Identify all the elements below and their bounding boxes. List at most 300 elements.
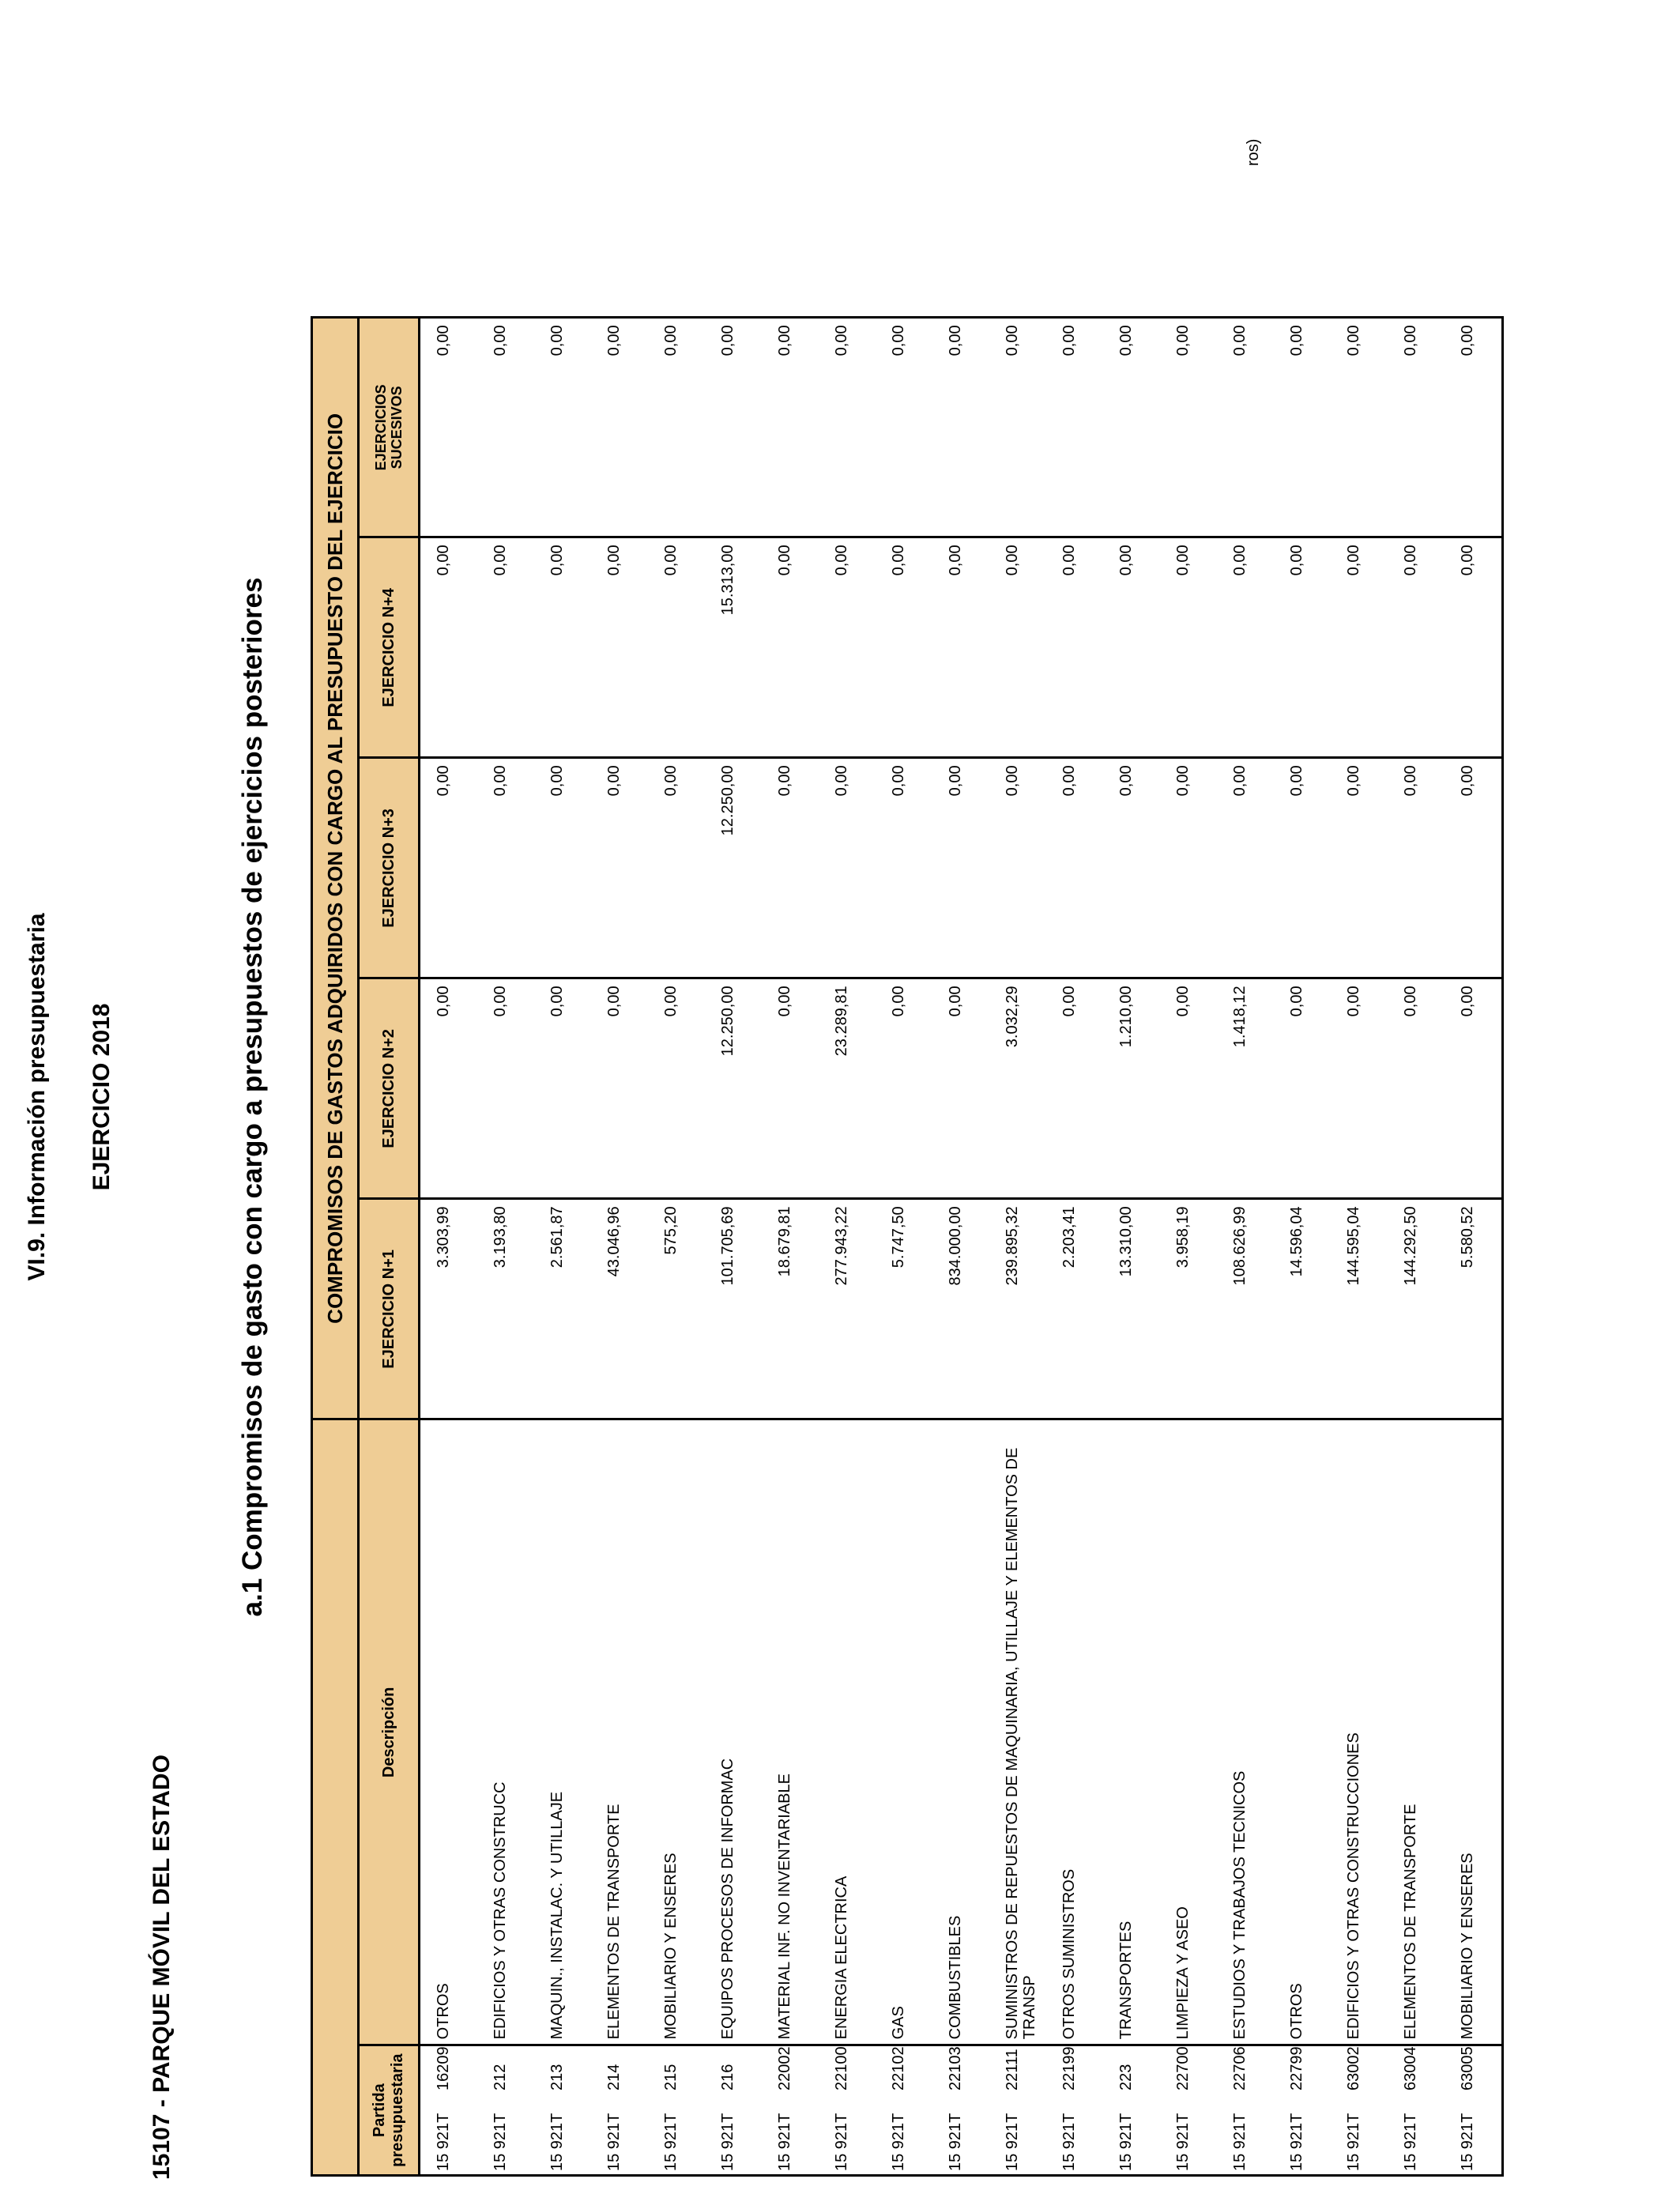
concept-code: 63002 bbox=[1345, 2046, 1362, 2090]
program-code: 15 921T bbox=[1345, 2113, 1362, 2171]
column-header-n3: EJERCICIO N+3 bbox=[359, 758, 420, 978]
concept-code: 22103 bbox=[947, 2046, 964, 2090]
description-text: GAS bbox=[890, 2006, 907, 2040]
concept-code: 22706 bbox=[1231, 2046, 1249, 2090]
partida-cell bbox=[534, 2045, 591, 2176]
table-row bbox=[1388, 318, 1445, 2176]
description-cell bbox=[420, 1419, 478, 2045]
description-cell bbox=[1046, 1419, 1103, 2045]
n1-cell bbox=[1445, 1199, 1503, 1419]
column-header-sucesivos bbox=[359, 318, 420, 537]
n4-cell bbox=[648, 537, 705, 758]
n3-value: 0,00 bbox=[435, 765, 452, 797]
table-row bbox=[1445, 318, 1503, 2176]
column-header-n4: EJERCICIO N+4 bbox=[359, 537, 420, 758]
sucesivos-value: 0,00 bbox=[1004, 325, 1021, 356]
n1-value: 101.705,69 bbox=[719, 1206, 736, 1286]
partida-cell bbox=[705, 2045, 762, 2176]
n1-cell bbox=[932, 1199, 989, 1419]
partida-cell bbox=[876, 2045, 932, 2176]
description-text: ELEMENTOS DE TRANSPORTE bbox=[1402, 1804, 1419, 2040]
sucesivos-cell bbox=[1217, 318, 1274, 537]
program-code: 15 921T bbox=[1288, 2113, 1305, 2171]
n1-value: 144.595,04 bbox=[1345, 1206, 1362, 1286]
column-header-n2: EJERCICIO N+2 bbox=[359, 978, 420, 1199]
sucesivos-value: 0,00 bbox=[776, 325, 793, 356]
n2-cell bbox=[705, 978, 762, 1199]
n4-value: 15.313,00 bbox=[719, 545, 736, 616]
concept-code: 22102 bbox=[890, 2046, 907, 2090]
n3-value: 0,00 bbox=[548, 765, 566, 797]
sucesivos-cell bbox=[648, 318, 705, 537]
sucesivos-value: 0,00 bbox=[662, 325, 680, 356]
sucesivos-cell bbox=[1388, 318, 1445, 537]
n1-value: 3.303,99 bbox=[435, 1206, 452, 1269]
n1-cell bbox=[591, 1199, 648, 1419]
n1-value: 277.943,22 bbox=[833, 1206, 850, 1286]
n2-cell bbox=[420, 978, 478, 1199]
description-text: ESTUDIOS Y TRABAJOS TECNICOS bbox=[1231, 1770, 1249, 2040]
n3-value: 0,00 bbox=[492, 765, 509, 797]
n1-value: 18.679,81 bbox=[776, 1206, 793, 1277]
sucesivos-cell bbox=[932, 318, 989, 537]
description-text: ENERGIA ELECTRICA bbox=[833, 1875, 850, 2040]
n3-value: 0,00 bbox=[1288, 765, 1305, 797]
program-code: 15 921T bbox=[833, 2113, 850, 2171]
n4-cell bbox=[705, 537, 762, 758]
partida-cell bbox=[591, 2045, 648, 2176]
n2-cell bbox=[648, 978, 705, 1199]
n2-cell bbox=[1046, 978, 1103, 1199]
n3-value: 0,00 bbox=[1117, 765, 1135, 797]
description-cell bbox=[1103, 1419, 1160, 2045]
n4-value: 0,00 bbox=[605, 545, 623, 576]
n4-value: 0,00 bbox=[492, 545, 509, 576]
n1-cell bbox=[762, 1199, 819, 1419]
n1-cell bbox=[1160, 1199, 1217, 1419]
description-cell bbox=[648, 1419, 705, 2045]
sucesivos-value: 0,00 bbox=[435, 325, 452, 356]
sucesivos-cell bbox=[1160, 318, 1217, 537]
n3-cell bbox=[1046, 758, 1103, 978]
n1-value: 13.310,00 bbox=[1117, 1206, 1135, 1277]
n2-cell bbox=[1103, 978, 1160, 1199]
n3-value: 0,00 bbox=[1060, 765, 1078, 797]
n4-value: 0,00 bbox=[833, 545, 850, 576]
n1-cell bbox=[534, 1199, 591, 1419]
n4-value: 0,00 bbox=[1060, 545, 1078, 576]
concept-code: 22111 bbox=[1004, 2049, 1021, 2090]
concept-code: 215 bbox=[662, 2064, 680, 2090]
table-row bbox=[477, 318, 534, 2176]
n4-cell bbox=[1388, 537, 1445, 758]
sucesivos-cell bbox=[1103, 318, 1160, 537]
n3-value: 0,00 bbox=[605, 765, 623, 797]
program-code: 15 921T bbox=[776, 2113, 793, 2171]
n1-value: 108.626,99 bbox=[1231, 1206, 1249, 1286]
partida-cell bbox=[420, 2045, 478, 2176]
n3-value: 0,00 bbox=[1174, 765, 1192, 797]
n3-cell bbox=[819, 758, 876, 978]
n2-cell bbox=[989, 978, 1046, 1199]
document-title: VI.9. Información presupuestaria bbox=[24, 913, 50, 1281]
partida-cell bbox=[1217, 2045, 1274, 2176]
n2-value: 0,00 bbox=[947, 986, 964, 1017]
n1-value: 43.046,96 bbox=[605, 1206, 623, 1277]
description-cell bbox=[1217, 1419, 1274, 2045]
sucesivos-value: 0,00 bbox=[1288, 325, 1305, 356]
description-cell bbox=[1388, 1419, 1445, 2045]
description-text: COMBUSTIBLES bbox=[947, 1915, 964, 2040]
n4-value: 0,00 bbox=[1117, 545, 1135, 576]
concept-code: 16209 bbox=[435, 2046, 452, 2090]
table-row bbox=[762, 318, 819, 2176]
concept-code: 216 bbox=[719, 2064, 736, 2090]
n3-cell bbox=[1331, 758, 1388, 978]
n4-value: 0,00 bbox=[947, 545, 964, 576]
n2-value: 0,00 bbox=[492, 986, 509, 1017]
n2-value: 0,00 bbox=[605, 986, 623, 1017]
n3-cell bbox=[591, 758, 648, 978]
n1-value: 3.193,80 bbox=[492, 1206, 509, 1269]
table-row bbox=[534, 318, 591, 2176]
n3-cell bbox=[705, 758, 762, 978]
n3-cell bbox=[1160, 758, 1217, 978]
description-cell bbox=[819, 1419, 876, 2045]
n2-cell bbox=[1217, 978, 1274, 1199]
concept-code: 223 bbox=[1117, 2064, 1135, 2090]
sucesivos-value: 0,00 bbox=[1117, 325, 1135, 356]
sucesivos-value: 0,00 bbox=[492, 325, 509, 356]
table-row bbox=[591, 318, 648, 2176]
program-code: 15 921T bbox=[492, 2113, 509, 2171]
n2-value: 0,00 bbox=[1174, 986, 1192, 1017]
description-text: LIMPIEZA Y ASEO bbox=[1174, 1906, 1192, 2040]
n2-value: 0,00 bbox=[1060, 986, 1078, 1017]
sucesivos-cell bbox=[762, 318, 819, 537]
partida-cell bbox=[1388, 2045, 1445, 2176]
sucesivos-cell bbox=[1274, 318, 1331, 537]
sucesivos-value: 0,00 bbox=[1231, 325, 1249, 356]
sucesivos-cell bbox=[477, 318, 534, 537]
description-text: MATERIAL INF. NO INVENTARIABLE bbox=[776, 1774, 793, 2040]
n1-cell bbox=[876, 1199, 932, 1419]
n1-value: 144.292,50 bbox=[1402, 1206, 1419, 1286]
partida-cell bbox=[819, 2045, 876, 2176]
description-cell bbox=[477, 1419, 534, 2045]
n1-value: 834.000,00 bbox=[947, 1206, 964, 1286]
program-code: 15 921T bbox=[719, 2113, 736, 2171]
description-text: EDIFICIOS Y OTRAS CONSTRUCC bbox=[492, 1781, 509, 2040]
partida-cell bbox=[477, 2045, 534, 2176]
n4-cell bbox=[477, 537, 534, 758]
program-code: 15 921T bbox=[890, 2113, 907, 2171]
n4-value: 0,00 bbox=[1402, 545, 1419, 576]
sucesivos-value: 0,00 bbox=[890, 325, 907, 356]
n4-cell bbox=[1046, 537, 1103, 758]
concept-code: 22799 bbox=[1288, 2046, 1305, 2090]
description-cell bbox=[534, 1419, 591, 2045]
partida-cell bbox=[762, 2045, 819, 2176]
table-row bbox=[989, 318, 1046, 2176]
n3-cell bbox=[477, 758, 534, 978]
description-cell bbox=[1274, 1419, 1331, 2045]
description-cell bbox=[989, 1419, 1046, 2045]
header-blank-cell bbox=[312, 1419, 359, 2176]
n4-value: 0,00 bbox=[1004, 545, 1021, 576]
n1-cell bbox=[1388, 1199, 1445, 1419]
n1-value: 2.203,41 bbox=[1060, 1206, 1078, 1269]
partida-cell bbox=[989, 2045, 1046, 2176]
program-code: 15 921T bbox=[1117, 2113, 1135, 2171]
partida-cell bbox=[1160, 2045, 1217, 2176]
description-cell bbox=[591, 1419, 648, 2045]
description-text: OTROS SUMINISTROS bbox=[1060, 1868, 1078, 2040]
description-cell bbox=[876, 1419, 932, 2045]
concept-code: 63004 bbox=[1402, 2046, 1419, 2090]
n1-value: 3.958,19 bbox=[1174, 1206, 1192, 1269]
sucesivos-cell bbox=[989, 318, 1046, 537]
commitments-table bbox=[311, 316, 1504, 2177]
n2-value: 0,00 bbox=[435, 986, 452, 1017]
description-text: ELEMENTOS DE TRANSPORTE bbox=[605, 1804, 623, 2040]
group-header: COMPROMISOS DE GASTOS ADQUIRIDOS CON CARGO AL PRESUPUESTO DEL EJERCICIO bbox=[312, 318, 359, 1419]
table-row bbox=[1217, 318, 1274, 2176]
concept-code: 214 bbox=[605, 2064, 623, 2090]
sucesivos-value: 0,00 bbox=[1402, 325, 1419, 356]
n4-cell bbox=[1160, 537, 1217, 758]
description-cell bbox=[1445, 1419, 1503, 2045]
n1-value: 575,20 bbox=[662, 1206, 680, 1255]
n1-value: 239.895,32 bbox=[1004, 1206, 1021, 1286]
table-row bbox=[1103, 318, 1160, 2176]
table-row bbox=[420, 318, 478, 2176]
n1-cell bbox=[1331, 1199, 1388, 1419]
n3-value: 0,00 bbox=[890, 765, 907, 797]
description-cell bbox=[1331, 1419, 1388, 2045]
table-row bbox=[705, 318, 762, 2176]
sucesivos-cell bbox=[876, 318, 932, 537]
concept-code: 22199 bbox=[1060, 2046, 1078, 2090]
n3-value: 12.250,00 bbox=[719, 765, 736, 836]
n2-cell bbox=[534, 978, 591, 1199]
sucesivos-value: 0,00 bbox=[1345, 325, 1362, 356]
column-header-descripcion: Descripción bbox=[359, 1419, 420, 2045]
n4-cell bbox=[534, 537, 591, 758]
n3-cell bbox=[1217, 758, 1274, 978]
sucesivos-cell bbox=[1445, 318, 1503, 537]
n3-cell bbox=[1445, 758, 1503, 978]
table-row bbox=[876, 318, 932, 2176]
n3-value: 0,00 bbox=[1004, 765, 1021, 797]
table-row bbox=[1274, 318, 1331, 2176]
n1-cell bbox=[648, 1199, 705, 1419]
partida-cell bbox=[648, 2045, 705, 2176]
partida-cell bbox=[932, 2045, 989, 2176]
concept-code: 213 bbox=[548, 2064, 566, 2090]
description-text: SUMINISTROS DE REPUESTOS DE MAQUINARIA, UTILLAJE Y ELEMENTOS DE TRANSP bbox=[1004, 1447, 1038, 2040]
n1-cell bbox=[1274, 1199, 1331, 1419]
n1-value: 14.596,04 bbox=[1288, 1206, 1305, 1277]
n4-value: 0,00 bbox=[548, 545, 566, 576]
n4-cell bbox=[989, 537, 1046, 758]
n3-value: 0,00 bbox=[947, 765, 964, 797]
n2-value: 0,00 bbox=[890, 986, 907, 1017]
n3-value: 0,00 bbox=[1231, 765, 1249, 797]
n3-value: 0,00 bbox=[1459, 765, 1476, 797]
n2-cell bbox=[1445, 978, 1503, 1199]
description-text: TRANSPORTES bbox=[1117, 1921, 1135, 2040]
program-code: 15 921T bbox=[1174, 2113, 1192, 2171]
units-note: ros) bbox=[1245, 138, 1262, 166]
sucesivos-value: 0,00 bbox=[1060, 325, 1078, 356]
n4-cell bbox=[1331, 537, 1388, 758]
table-row bbox=[819, 318, 876, 2176]
entity-name: 15107 - PARQUE MÓVIL DEL ESTADO bbox=[149, 1755, 175, 2180]
program-code: 15 921T bbox=[1060, 2113, 1078, 2171]
n2-value: 1.210,00 bbox=[1117, 986, 1135, 1048]
n3-cell bbox=[932, 758, 989, 978]
n2-value: 0,00 bbox=[1402, 986, 1419, 1017]
sucesivos-cell bbox=[819, 318, 876, 537]
sucesivos-value: 0,00 bbox=[947, 325, 964, 356]
n2-cell bbox=[932, 978, 989, 1199]
sucesivos-value: 0,00 bbox=[719, 325, 736, 356]
n2-value: 0,00 bbox=[548, 986, 566, 1017]
sucesivos-value: 0,00 bbox=[1174, 325, 1192, 356]
n2-value: 0,00 bbox=[1459, 986, 1476, 1017]
sucesivos-value: 0,00 bbox=[548, 325, 566, 356]
sucesivos-cell bbox=[705, 318, 762, 537]
n2-cell bbox=[1274, 978, 1331, 1199]
n3-value: 0,00 bbox=[833, 765, 850, 797]
n2-value: 0,00 bbox=[776, 986, 793, 1017]
description-text: MAQUIN., INSTALAC. Y UTILLAJE bbox=[548, 1791, 566, 2040]
partida-cell bbox=[1331, 2045, 1388, 2176]
n1-cell bbox=[705, 1199, 762, 1419]
n1-cell bbox=[420, 1199, 478, 1419]
n4-cell bbox=[1103, 537, 1160, 758]
n1-cell bbox=[1103, 1199, 1160, 1419]
n1-value: 5.580,52 bbox=[1459, 1206, 1476, 1269]
n2-value: 1.418,12 bbox=[1231, 986, 1249, 1048]
n4-cell bbox=[1217, 537, 1274, 758]
sucesivos-cell bbox=[420, 318, 478, 537]
n3-cell bbox=[762, 758, 819, 978]
n4-cell bbox=[932, 537, 989, 758]
concept-code: 22002 bbox=[776, 2046, 793, 2090]
sucesivos-value: 0,00 bbox=[833, 325, 850, 356]
n2-value: 3.032,29 bbox=[1004, 986, 1021, 1048]
n4-value: 0,00 bbox=[1288, 545, 1305, 576]
n4-cell bbox=[762, 537, 819, 758]
n4-cell bbox=[876, 537, 932, 758]
n3-value: 0,00 bbox=[1345, 765, 1362, 797]
n4-cell bbox=[819, 537, 876, 758]
program-code: 15 921T bbox=[947, 2113, 964, 2171]
n3-cell bbox=[1388, 758, 1445, 978]
n2-cell bbox=[477, 978, 534, 1199]
program-code: 15 921T bbox=[435, 2113, 452, 2171]
n4-value: 0,00 bbox=[1174, 545, 1192, 576]
concept-code: 63005 bbox=[1459, 2046, 1476, 2090]
description-cell bbox=[932, 1419, 989, 2045]
n3-cell bbox=[1274, 758, 1331, 978]
column-header-partida: Partida presupuestaria bbox=[359, 2045, 420, 2176]
column-header-n1: EJERCICIO N+1 bbox=[359, 1199, 420, 1419]
n4-value: 0,00 bbox=[890, 545, 907, 576]
description-text: OTROS bbox=[435, 1983, 452, 2040]
n4-cell bbox=[591, 537, 648, 758]
n2-value: 0,00 bbox=[662, 986, 680, 1017]
partida-cell bbox=[1274, 2045, 1331, 2176]
n3-value: 0,00 bbox=[662, 765, 680, 797]
sucesivos-cell bbox=[1046, 318, 1103, 537]
sucesivos-value: 0,00 bbox=[605, 325, 623, 356]
n1-cell bbox=[989, 1199, 1046, 1419]
n1-cell bbox=[819, 1199, 876, 1419]
concept-code: 22700 bbox=[1174, 2046, 1192, 2090]
n4-value: 0,00 bbox=[1231, 545, 1249, 576]
program-code: 15 921T bbox=[605, 2113, 623, 2171]
n4-cell bbox=[420, 537, 478, 758]
n2-cell bbox=[591, 978, 648, 1199]
n2-cell bbox=[1160, 978, 1217, 1199]
description-text: MOBILIARIO Y ENSERES bbox=[662, 1853, 680, 2040]
sucesivos-value: 0,00 bbox=[1459, 325, 1476, 356]
n3-cell bbox=[1103, 758, 1160, 978]
n4-value: 0,00 bbox=[776, 545, 793, 576]
partida-cell bbox=[1445, 2045, 1503, 2176]
n2-value: 0,00 bbox=[1288, 986, 1305, 1017]
n4-cell bbox=[1274, 537, 1331, 758]
table-row bbox=[648, 318, 705, 2176]
column-header-sucesivos-label: EJERCICIOS SUCESIVOS bbox=[373, 384, 405, 471]
description-text: MOBILIARIO Y ENSERES bbox=[1459, 1853, 1476, 2040]
table-body bbox=[420, 318, 1503, 2176]
partida-cell bbox=[1046, 2045, 1103, 2176]
n3-cell bbox=[989, 758, 1046, 978]
description-cell bbox=[705, 1419, 762, 2045]
n1-cell bbox=[1046, 1199, 1103, 1419]
description-text: OTROS bbox=[1288, 1983, 1305, 2040]
table-row bbox=[1331, 318, 1388, 2176]
n1-cell bbox=[1217, 1199, 1274, 1419]
table-row bbox=[1160, 318, 1217, 2176]
program-code: 15 921T bbox=[662, 2113, 680, 2171]
program-code: 15 921T bbox=[1231, 2113, 1249, 2171]
concept-code: 212 bbox=[492, 2064, 509, 2090]
description-text: EDIFICIOS Y OTRAS CONSTRUCCIONES bbox=[1345, 1732, 1362, 2040]
n2-value: 12.250,00 bbox=[719, 986, 736, 1057]
partida-cell bbox=[1103, 2045, 1160, 2176]
n3-cell bbox=[420, 758, 478, 978]
n1-value: 5.747,50 bbox=[890, 1206, 907, 1269]
sucesivos-cell bbox=[534, 318, 591, 537]
n4-value: 0,00 bbox=[435, 545, 452, 576]
section-title: a.1 Compromisos de gasto con cargo a presupuestos de ejercicios posteriores bbox=[237, 577, 268, 1617]
n2-cell bbox=[876, 978, 932, 1199]
concept-code: 22100 bbox=[833, 2046, 850, 2090]
n3-cell bbox=[534, 758, 591, 978]
description-cell bbox=[762, 1419, 819, 2045]
n1-cell bbox=[477, 1199, 534, 1419]
description-cell bbox=[1160, 1419, 1217, 2045]
program-code: 15 921T bbox=[1459, 2113, 1476, 2171]
n4-value: 0,00 bbox=[1345, 545, 1362, 576]
n2-cell bbox=[1331, 978, 1388, 1199]
n2-value: 23.289,81 bbox=[833, 986, 850, 1057]
